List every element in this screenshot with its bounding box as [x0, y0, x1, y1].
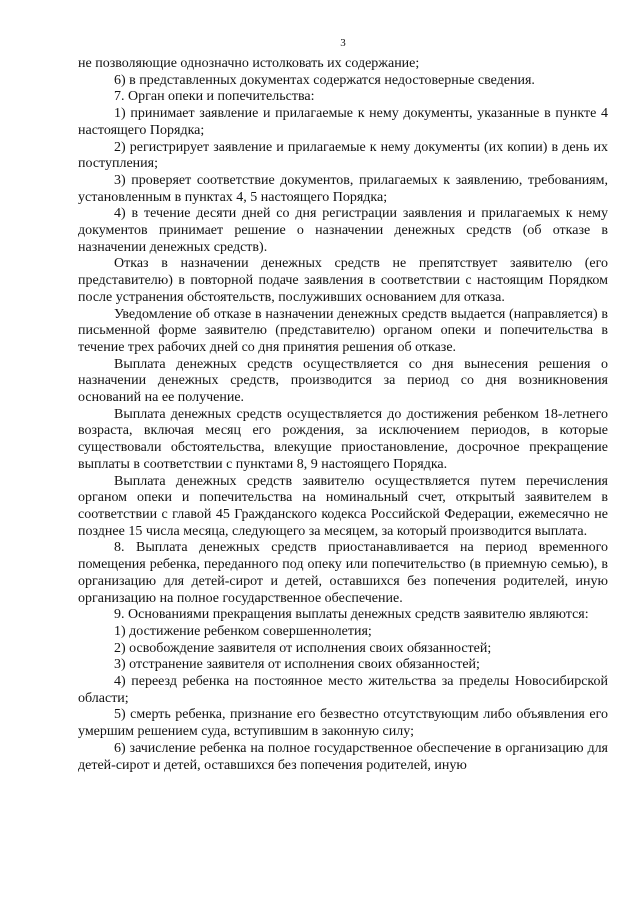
paragraph: 2) освобождение заявителя от исполнения своих обязанностей; — [114, 640, 492, 656]
paragraph: не позволяющие однозначно истолковать их содержание; — [78, 56, 420, 71]
paragraph: Уведомление об отказе в назначении денежных средств выдается (направляется) в письменной форме заявителю (представителю) органом опеки и попечительства в течение трех рабочих дней со дня принятия решения об отказе. — [78, 306, 608, 355]
page-number: 3 — [340, 37, 346, 49]
document-body — [78, 56, 608, 774]
paragraph: 6) зачисление ребенка на полное государственное обеспечение в организацию для детей-сирот и детей, оставшихся без попечения родителей, иную — [78, 740, 608, 773]
paragraph: 5) смерть ребенка, признание его безвестно отсутствующим либо объявления его умершим решением суда, вступившим в законную силу; — [78, 707, 608, 740]
paragraph: 1) достижение ребенком совершеннолетия; — [114, 623, 372, 639]
paragraph: 1) принимает заявление и прилагаемые к нему документы, указанные в пункте 4 настоящего Порядка; — [78, 106, 608, 138]
paragraph: Выплата денежных средств заявителю осуществляется путем перечисления органом опеки и попечительства на номинальный счет, открытый заявителем в соответствии с главой 45 Гражданского кодекса Российской Федерации, ежемесячно не позднее 15 числа месяца, следующего за месяцем, за который производится выплата. — [78, 473, 608, 539]
paragraph: 4) в течение десяти дней со дня регистрации заявления и прилагаемых к нему документов принимает решение о назначении денежных средств (об отказе в назначении денежных средств). — [78, 206, 608, 255]
paragraph: 2) регистрирует заявление и прилагаемые к нему документы (их копии) в день их поступления; — [78, 139, 608, 172]
paragraph: 3) отстранение заявителя от исполнения своих обязанностей; — [114, 657, 480, 673]
paragraph: Отказ в назначении денежных средств не препятствует заявителю (его представителю) в повторной подаче заявления в соответствии с настоящим Порядком после устранения обстоятельств, послуживших основанием для отказа. — [78, 256, 608, 305]
paragraph: Выплата денежных средств осуществляется со дня вынесения решения о назначении денежных средств, производится за период со дня возникновения оснований на ее получение. — [78, 356, 608, 406]
paragraph: Выплата денежных средств осуществляется до достижения ребенком 18-летнего возраста, включая месяц его рождения, за исключением периодов, в которые существовали обстоятельства, влекущие приостановление, досрочное прекращение выплаты в соответствии с пунктами 8, 9 настоящего Порядка. — [78, 406, 608, 472]
paragraph: 6) в представленных документах содержатся недостоверные сведения. — [114, 72, 535, 88]
paragraph: 8. Выплата денежных средств приостанавливается на период временного помещения ребенка, переданного под опеку или попечительство (в приемную семью), в организацию для детей-сирот и детей, оставшихся без попечения родителей, иную организацию на полное государственное обеспечение. — [78, 540, 608, 606]
paragraph: 7. Орган опеки и попечительства: — [114, 89, 315, 105]
paragraph: 9. Основаниями прекращения выплаты денежных средств заявителю являются: — [114, 607, 589, 623]
paragraph: 3) проверяет соответствие документов, прилагаемых к заявлению, требованиям, установленным в пунктах 4, 5 настоящего Порядка; — [78, 172, 608, 205]
paragraph: 4) переезд ребенка на постоянное место жительства за пределы Новосибирской области; — [78, 674, 608, 706]
